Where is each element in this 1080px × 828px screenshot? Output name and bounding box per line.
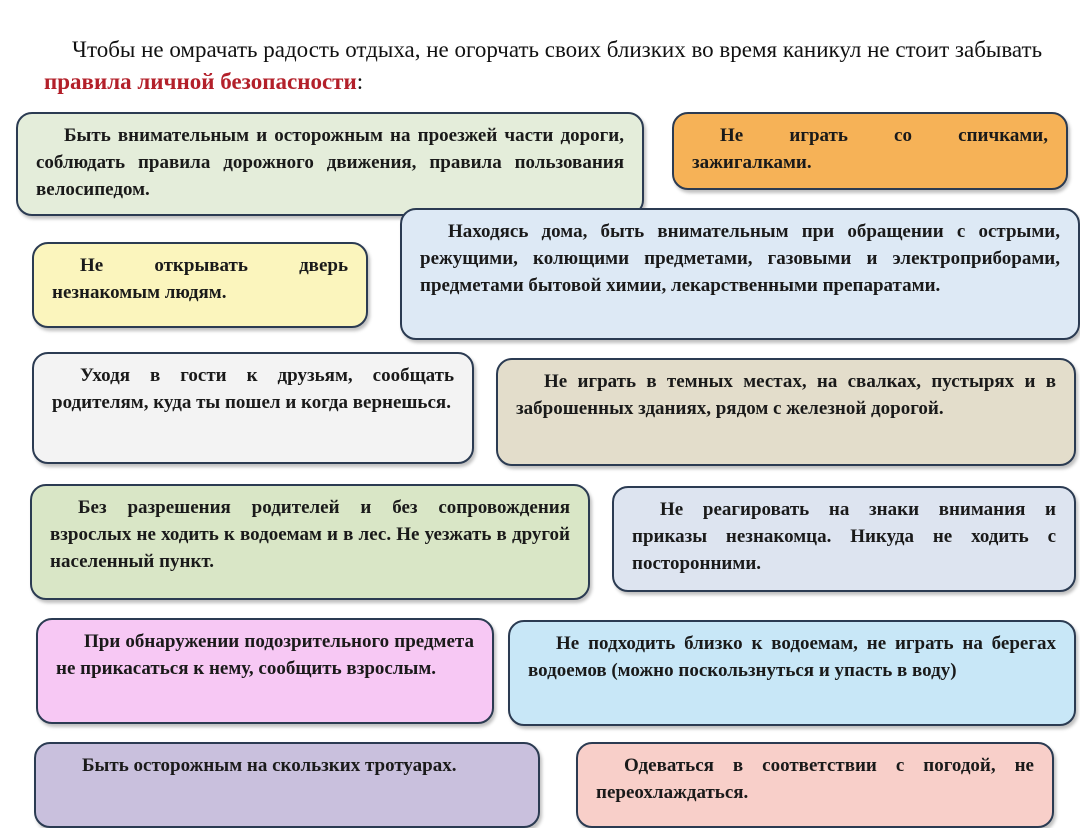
intro-paragraph	[44, 34, 1074, 98]
intro-colon: :	[356, 69, 364, 94]
rule-box-suspicious-object: При обнаружении подозрительного предмета не прикасаться к нему, сообщить взрослым.	[36, 618, 494, 724]
rule-box-matches: Не играть со спичками, зажигалками.	[672, 112, 1068, 190]
rule-box-visiting-friends: Уходя в гости к друзьям, сообщать родителям, куда ты пошел и когда вернешься.	[32, 352, 474, 464]
rule-box-dark-places: Не играть в темных местах, на свалках, пустырях и в заброшенных зданиях, рядом с железной дорогой.	[496, 358, 1076, 466]
rule-box-slippery-sidewalks: Быть осторожным на скользких тротуарах.	[34, 742, 540, 828]
rule-box-home-safety: Находясь дома, быть внимательным при обращении с острыми, режущими, колющими предметами, газовыми и электроприборами, предметами бытовой химии, лекарственными препаратами.	[400, 208, 1080, 340]
intro-highlight: правила личной безопасности	[44, 69, 357, 94]
rule-box-road-safety: Быть внимательным и осторожным на проезжей части дороги, соблюдать правила дорожного движения, правила пользования велосипедом.	[16, 112, 644, 216]
intro-text: Чтобы не омрачать радость отдыха, не огорчать своих близких во время каникул не стоит забывать	[72, 37, 1043, 62]
rule-box-water-forest: Без разрешения родителей и без сопровождения взрослых не ходить к водоемам и в лес. Не уезжать в другой населенный пункт.	[30, 484, 590, 600]
rule-box-water-banks: Не подходить близко к водоемам, не играть на берегах водоемов (можно поскользнуться и упасть в воду)	[508, 620, 1076, 726]
rule-box-weather-clothing: Одеваться в соответствии с погодой, не переохлаждаться.	[576, 742, 1054, 828]
rule-box-strangers: Не реагировать на знаки внимания и приказы незнакомца. Никуда не ходить с посторонними.	[612, 486, 1076, 592]
rule-box-door: Не открывать дверь незнакомым людям.	[32, 242, 368, 328]
